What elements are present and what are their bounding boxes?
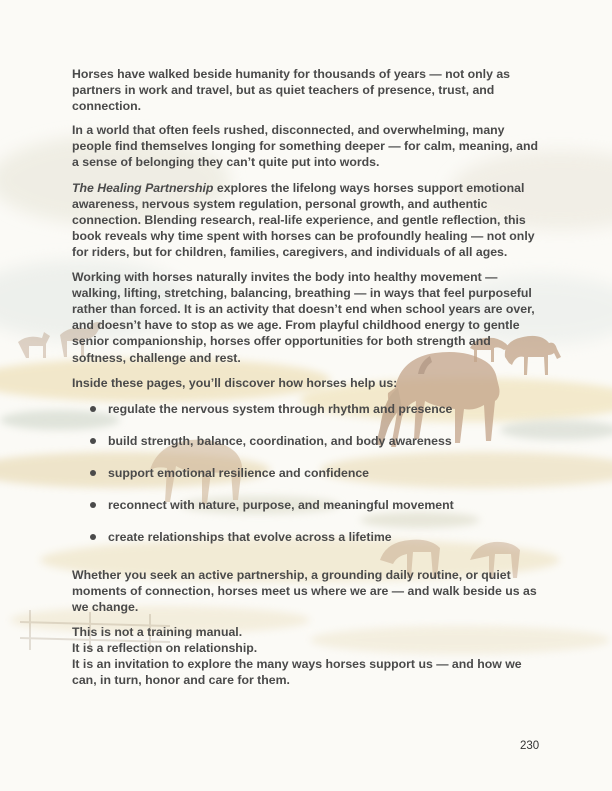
closing-paragraph <box>72 624 542 688</box>
bullet-icon <box>90 470 96 476</box>
list-item <box>72 433 542 449</box>
page-body <box>72 66 542 697</box>
list-item-text: support emotional resilience and confidence <box>108 465 370 480</box>
paragraph-world: In a world that often feels rushed, disconnected, and overwhelming, many people find themselves longing for something deeper — for calm, meaning, and a sense of belonging they can’t quite put into words. <box>72 123 538 170</box>
closing-line: It is a reflection on relationship. <box>72 641 258 656</box>
list-intro: Inside these pages, you’ll discover how horses help us: <box>72 375 398 390</box>
list-item-text: build strength, balance, coordination, and body awareness <box>108 433 452 448</box>
closing-line: It is an invitation to explore the many ways horses support us — and how we can, in turn, honor and care for them. <box>72 657 522 688</box>
paragraph-intro: Horses have walked beside humanity for thousands of years — not only as partners in work and travel, but as quiet teachers of presence, trust, and connection. <box>72 67 511 114</box>
list-item-text: reconnect with nature, purpose, and meaningful movement <box>108 497 454 512</box>
closing-line: This is not a training manual. <box>72 624 243 639</box>
bullet-icon <box>90 438 96 444</box>
bullet-icon <box>90 534 96 540</box>
benefits-list <box>72 401 542 545</box>
list-item <box>72 529 542 545</box>
book-title: The Healing Partnership <box>72 180 214 195</box>
list-item-text: create relationships that evolve across a lifetime <box>108 529 392 544</box>
paragraph-movement: Working with horses naturally invites the body into healthy movement — walking, lifting, stretching, balancing, breathing — in ways that feel purposeful rather than forced. It is an activity that doesn’t end when school years are over, and doesn’t have to stop as we age. From playful childhood energy to gentle senior companionship, horses offer opportunities for both strength and softness, challenge and rest. <box>72 270 535 365</box>
list-item <box>72 401 542 417</box>
list-item-text: regulate the nervous system through rhythm and presence <box>108 401 453 416</box>
paragraph-whether: Whether you seek an active partnership, a grounding daily routine, or quiet moments of connection, horses meet us where we are — and walk beside us as we change. <box>72 567 537 614</box>
bullet-icon <box>90 502 96 508</box>
list-item <box>72 465 542 481</box>
bullet-icon <box>90 406 96 412</box>
paragraph-book <box>72 180 542 260</box>
page-number: 230 <box>520 740 540 752</box>
list-item <box>72 497 542 513</box>
book-description: explores the lifelong ways horses support emotional awareness, nervous system regulation, personal growth, and authentic connection. Blending research, real-life experience, and gentle reflection, this book reveals why time spent with horses can be profoundly healing — not only for riders, but for children, families, caregivers, and individuals of all ages. <box>72 180 535 259</box>
